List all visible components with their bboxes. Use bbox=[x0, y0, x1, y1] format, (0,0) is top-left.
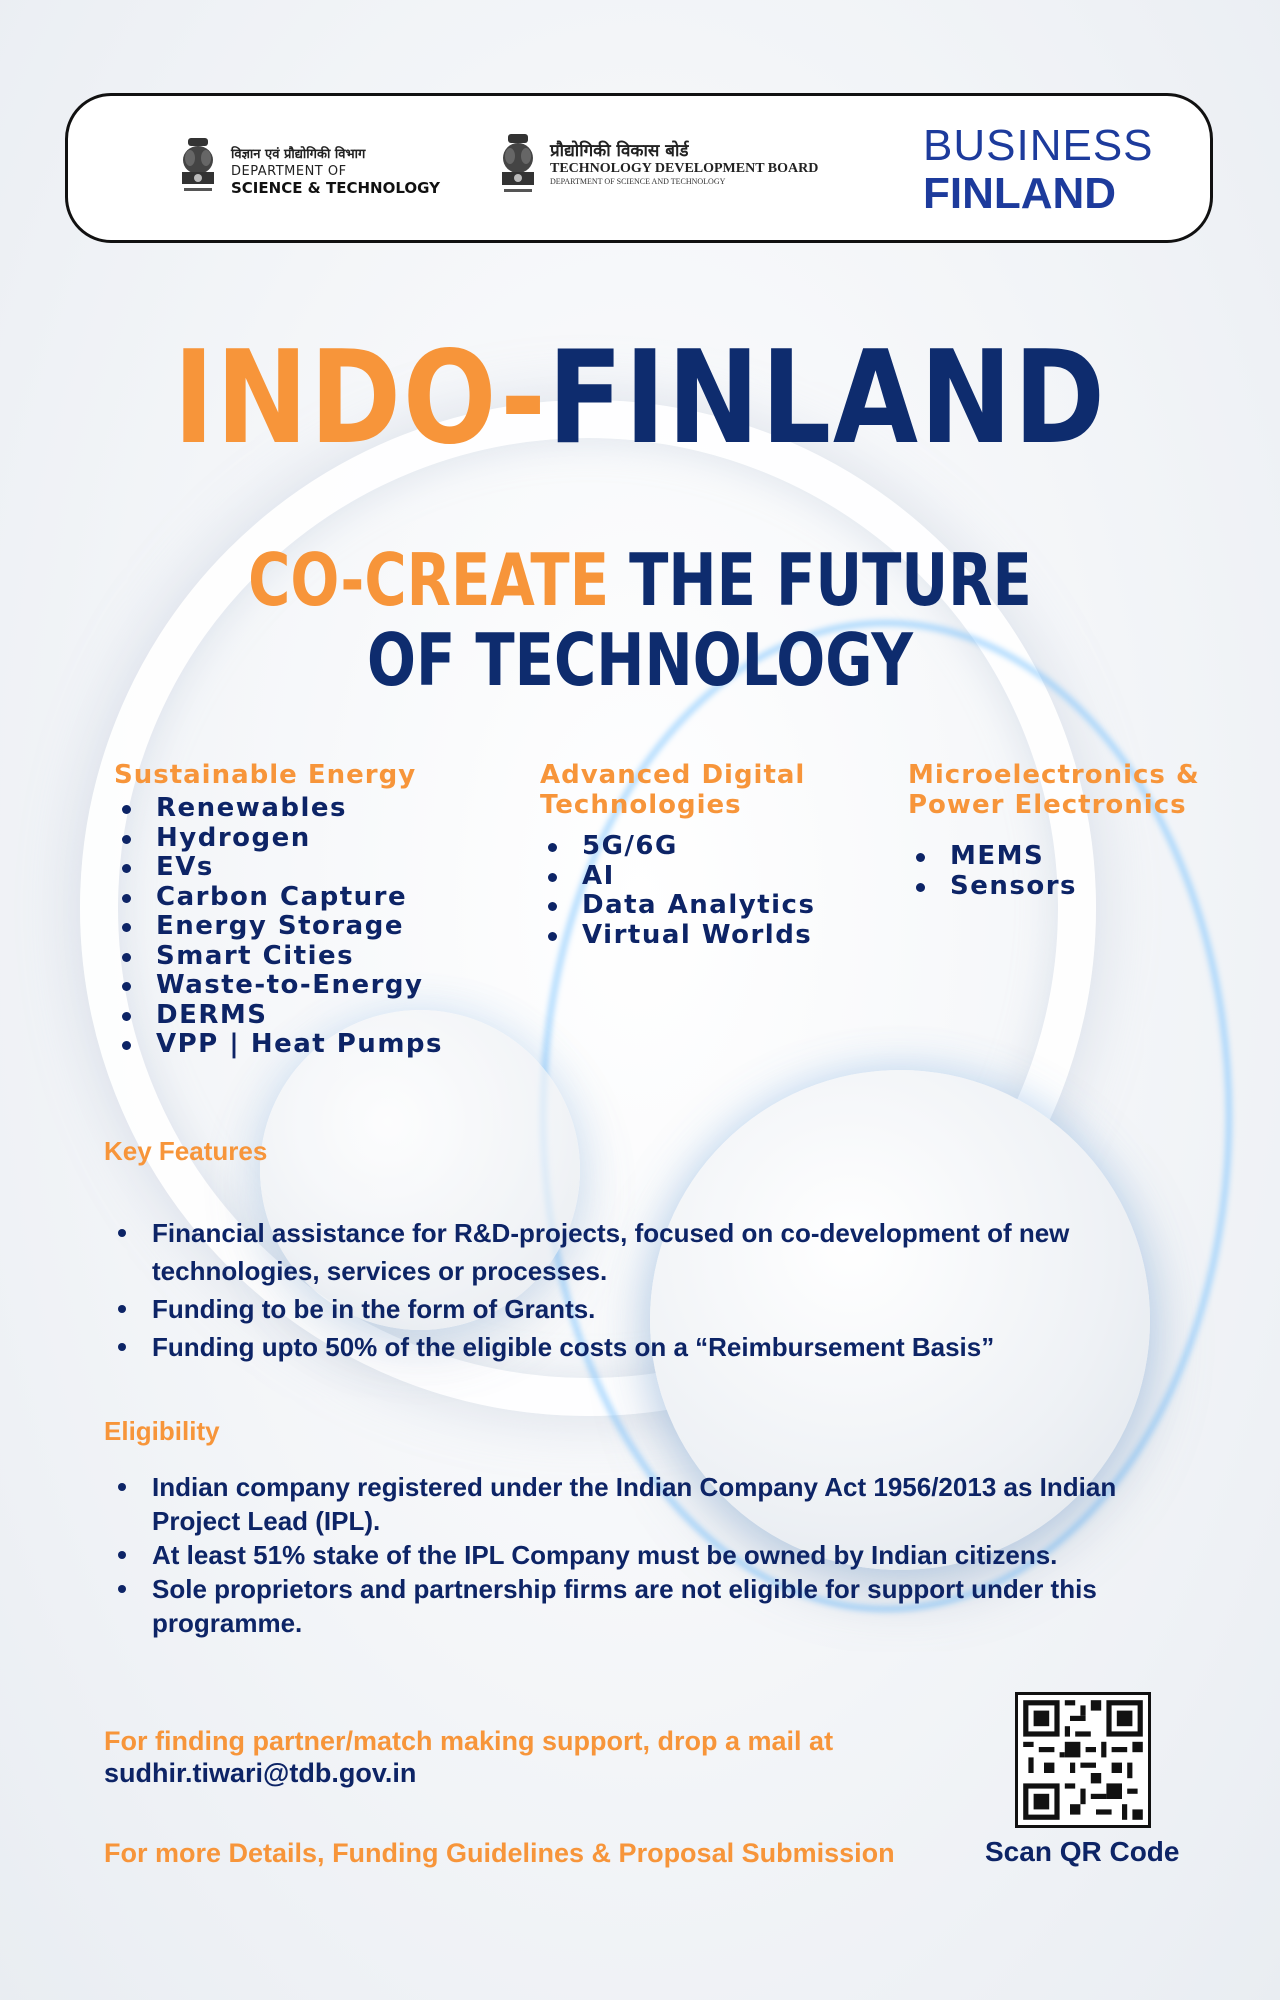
main-title bbox=[90, 324, 1191, 473]
category-advanced-digital bbox=[540, 760, 815, 950]
category-sustainable-energy bbox=[114, 760, 443, 1060]
category-heading: Microelectronics & bbox=[908, 760, 1200, 790]
eligibility-heading: Eligibility bbox=[104, 1416, 220, 1446]
list-item: Virtual Worlds bbox=[540, 921, 815, 951]
category-list bbox=[908, 842, 1200, 901]
dst-hindi-name: विज्ञान एवं प्रौद्योगिकी विभाग bbox=[231, 147, 366, 162]
business-finland-line2: FINLAND bbox=[923, 169, 1117, 218]
list-item: Carbon Capture bbox=[114, 883, 443, 913]
list-item: Indian company registered under the Indian Company Act 1956/2013 as Indian Project Lead (IPL). bbox=[112, 1470, 1192, 1538]
category-list bbox=[114, 794, 443, 1060]
qr-code[interactable] bbox=[1015, 1692, 1151, 1828]
national-emblem-icon bbox=[498, 132, 538, 208]
subtitle bbox=[128, 540, 1152, 700]
scan-qr-label: Scan QR Code bbox=[985, 1836, 1180, 1867]
key-features-heading: Key Features bbox=[104, 1136, 268, 1166]
list-item: 5G/6G bbox=[540, 832, 815, 862]
tdb-name-line1: TECHNOLOGY DEVELOPMENT BOARD bbox=[550, 161, 819, 176]
list-item: Data Analytics bbox=[540, 891, 815, 921]
list-item: Hydrogen bbox=[114, 824, 443, 854]
category-list bbox=[540, 832, 815, 950]
tdb-name-line2: DEPARTMENT OF SCIENCE AND TECHNOLOGY bbox=[550, 177, 726, 186]
list-item: Financial assistance for R&D-projects, focused on co-development of new technologies, services or processes. bbox=[112, 1214, 1152, 1290]
category-heading: Advanced Digital bbox=[540, 760, 806, 790]
list-item: VPP | Heat Pumps bbox=[114, 1030, 443, 1060]
category-heading: Technologies bbox=[540, 790, 742, 820]
list-item: Sole proprietors and partnership firms are not eligible for support under this programme. bbox=[112, 1572, 1192, 1640]
subtitle-highlight: CO-CREATE bbox=[248, 538, 610, 622]
category-microelectronics bbox=[908, 760, 1200, 901]
tdb-hindi-name: प्रौद्योगिकी विकास बोर्ड bbox=[550, 141, 689, 161]
national-emblem-icon bbox=[178, 136, 218, 206]
list-item: Smart Cities bbox=[114, 942, 443, 972]
subtitle-line2: OF TECHNOLOGY bbox=[367, 618, 913, 702]
list-item: AI bbox=[540, 862, 815, 892]
key-features-list bbox=[112, 1214, 1152, 1366]
list-item: Renewables bbox=[114, 794, 443, 824]
eligibility-list bbox=[112, 1470, 1192, 1640]
qr-code-icon bbox=[1018, 1695, 1148, 1825]
dst-name-line2: SCIENCE & TECHNOLOGY bbox=[231, 179, 440, 197]
list-item: Funding upto 50% of the eligible costs on a “Reimbursement Basis” bbox=[112, 1328, 1152, 1366]
title-part-finland: FINLAND bbox=[547, 324, 1107, 473]
list-item: EVs bbox=[114, 853, 443, 883]
business-finland-logo bbox=[923, 121, 1154, 218]
list-item: Funding to be in the form of Grants. bbox=[112, 1290, 1152, 1328]
category-heading: Sustainable Energy bbox=[114, 760, 417, 790]
list-item: At least 51% stake of the IPL Company must be owned by Indian citizens. bbox=[112, 1538, 1192, 1572]
dst-name-line1: DEPARTMENT OF bbox=[231, 164, 347, 179]
partner-support-text: For finding partner/match making support, drop a mail at bbox=[104, 1726, 834, 1756]
logo-bar bbox=[65, 93, 1213, 243]
list-item: MEMS bbox=[908, 842, 1200, 872]
list-item: Sensors bbox=[908, 872, 1200, 902]
category-heading: Power Electronics bbox=[908, 790, 1187, 820]
title-part-indo: INDO- bbox=[173, 324, 548, 473]
list-item: Waste-to-Energy bbox=[114, 971, 443, 1001]
list-item: DERMS bbox=[114, 1001, 443, 1031]
business-finland-line1: BUSINESS bbox=[923, 121, 1154, 170]
list-item: Energy Storage bbox=[114, 912, 443, 942]
contact-email-link[interactable]: sudhir.tiwari@tdb.gov.in bbox=[104, 1758, 417, 1788]
subtitle-rest: THE FUTURE bbox=[609, 538, 1032, 622]
details-text: For more Details, Funding Guidelines & Proposal Submission bbox=[104, 1838, 895, 1868]
